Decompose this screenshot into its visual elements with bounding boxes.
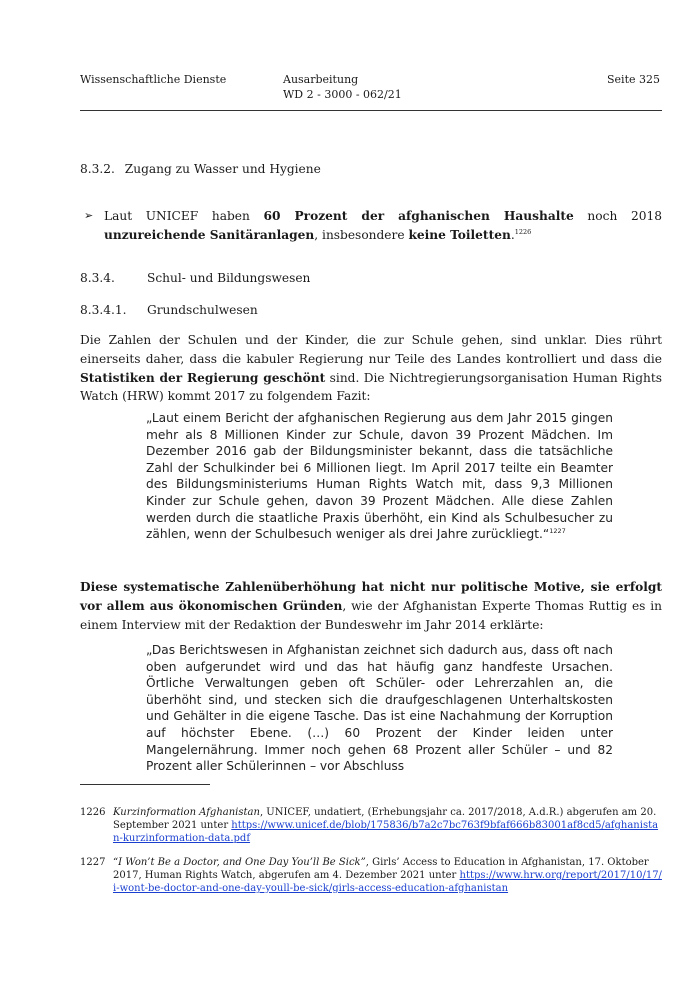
footnote-ref[interactable]: 1226 (514, 227, 532, 236)
header-doc-type: Ausarbeitung (283, 73, 359, 86)
section-title: Grundschulwesen (147, 303, 258, 317)
text-run: noch 2018 (573, 209, 662, 223)
block-quote-ruttig (146, 642, 613, 775)
header-doc-info (283, 72, 402, 102)
section-heading-8341 (80, 303, 258, 317)
header-page-number: Seite 325 (607, 73, 660, 86)
section-number: 8.3.4. (80, 271, 115, 285)
text-run: Laut UNICEF haben (104, 209, 264, 223)
bold-run: unzureichende Sanitäranlagen (104, 227, 315, 242)
text-run: . (510, 227, 515, 242)
section-title: Schul- und Bildungswesen (147, 271, 311, 285)
footnote-divider (80, 784, 210, 785)
header-org: Wissenschaftliche Dienste (80, 73, 227, 86)
footnote-text (113, 806, 662, 845)
bold-run: Statistiken der Regierung geschönt (80, 370, 326, 385)
quote-text: „Das Berichtswesen in Afghanistan zeichnet sich dadurch aus, dass oft nach oben aufgerundet wird und das hat häufig ganz handfeste Ursachen. Örtliche Verwaltungen geben oft Schüler- oder Lehrerzahlen an, die überhöht sind, und stecken sich die draufgeschlagenen Unterhaltskosten und Gehälter in die eigene Tasche. Das ist eine Nachahmung der Korruption auf höchster Ebene. (…) 60 Prozent der Kinder leiden unter Mangelernährung. Immer noch gehen 68 Prozent aller Schüler – und 82 Prozent aller Schülerinnen – vor Abschluss (146, 643, 613, 774)
block-quote-hrw (146, 410, 613, 543)
text-run: , insbesondere (314, 227, 409, 242)
section-number: 8.3.4.1. (80, 303, 127, 317)
footnote-title: Kurzinformation Afghanistan (113, 807, 260, 818)
footnote-link[interactable]: https://www.hrw.org/report/2017/10/17/i-wont-be-doctor-and-one-day-youll-be-sick/girls-access-education-afghanistan (113, 870, 662, 894)
quote-text: „Laut einem Bericht der afghanischen Regierung aus dem Jahr 2015 gingen mehr als 8 Millionen Kinder zur Schule, davon 39 Prozent Mädchen. Im Dezember 2016 gab der Bildungsminister bekannt, dass die tatsächliche Zahl der Schulkinder bei 6 Millionen liegt. Im April 2017 teilte ein Beamter des Bildungsministeriums Human Rights Watch mit, dass 9,3 Millionen Kinder zur Schule gehen, davon 39 Prozent Mädchen. Alle diese Zahlen werden durch die staatliche Praxis überhöht, ein Kind als Schulbesucher zu zählen, wenn der Schulbesuch weniger als drei Jahre zurückliegt.“ (146, 411, 613, 542)
arrow-bullet-icon: ➢ (84, 209, 94, 222)
footnote-number: 1227 (80, 857, 106, 868)
bold-run: 60 Prozent der afghanischen Haushalte (263, 209, 574, 223)
section-title: Zugang zu Wasser und Hygiene (124, 162, 321, 176)
section-heading-834 (80, 271, 310, 285)
text-run: sind. Die Nichtregierungsorganisation Human Rights Watch (HRW) kommt 2017 zu folgendem Fazit: (80, 370, 662, 404)
text-run: Die Zahlen der Schulen und der Kinder, die zur Schule gehen, sind unklar. Dies rührt einerseits daher, dass die kabuler Regierung nur Teile des Landes kontrolliert und dass die (80, 333, 662, 366)
section-number: 8.3.2. (80, 162, 115, 176)
footnote-ref[interactable]: 1227 (549, 527, 566, 536)
footnote-1226 (80, 806, 662, 845)
bold-run: keine Toiletten (408, 227, 511, 242)
header-divider (80, 110, 662, 111)
paragraph-ruttig (80, 578, 662, 634)
bold-run: Diese systematische Zahlenüberhöhung hat nicht nur politische Motive, sie erfolgt vor allem aus ökonomischen Gründen (80, 580, 662, 613)
footnote-text (113, 856, 662, 895)
footnote-1227 (80, 856, 662, 895)
footnote-title: “I Won’t Be a Doctor, and One Day You’ll Be Sick” (113, 857, 366, 868)
text-run: , Girls’ Access to Education in Afghanistan, 17. Oktober 2017, Human Rights Watch, abgerufen am 4. Dezember 2021 unter (113, 857, 649, 881)
footnote-number: 1226 (80, 807, 106, 818)
footnote-link[interactable]: https://www.unicef.de/blob/175836/b7a2c7bc763f9bfaf666b83001af8cd5/afghanistan-kurzinformation-data.pdf (113, 820, 659, 844)
text-run: , UNICEF, undatiert, (Erhebungsjahr ca. 2017/2018, A.d.R.) abgerufen am 20. September 2021 unter (113, 807, 657, 831)
header-doc-id: WD 2 - 3000 - 062/21 (283, 88, 402, 101)
section-heading-832 (80, 162, 321, 176)
text-run: , wie der Afghanistan Experte Thomas Ruttig es in einem Interview mit der Redaktion der Bundeswehr im Jahr 2014 erklärte: (80, 598, 662, 632)
bullet-point (84, 207, 662, 245)
paragraph-intro (80, 331, 662, 406)
